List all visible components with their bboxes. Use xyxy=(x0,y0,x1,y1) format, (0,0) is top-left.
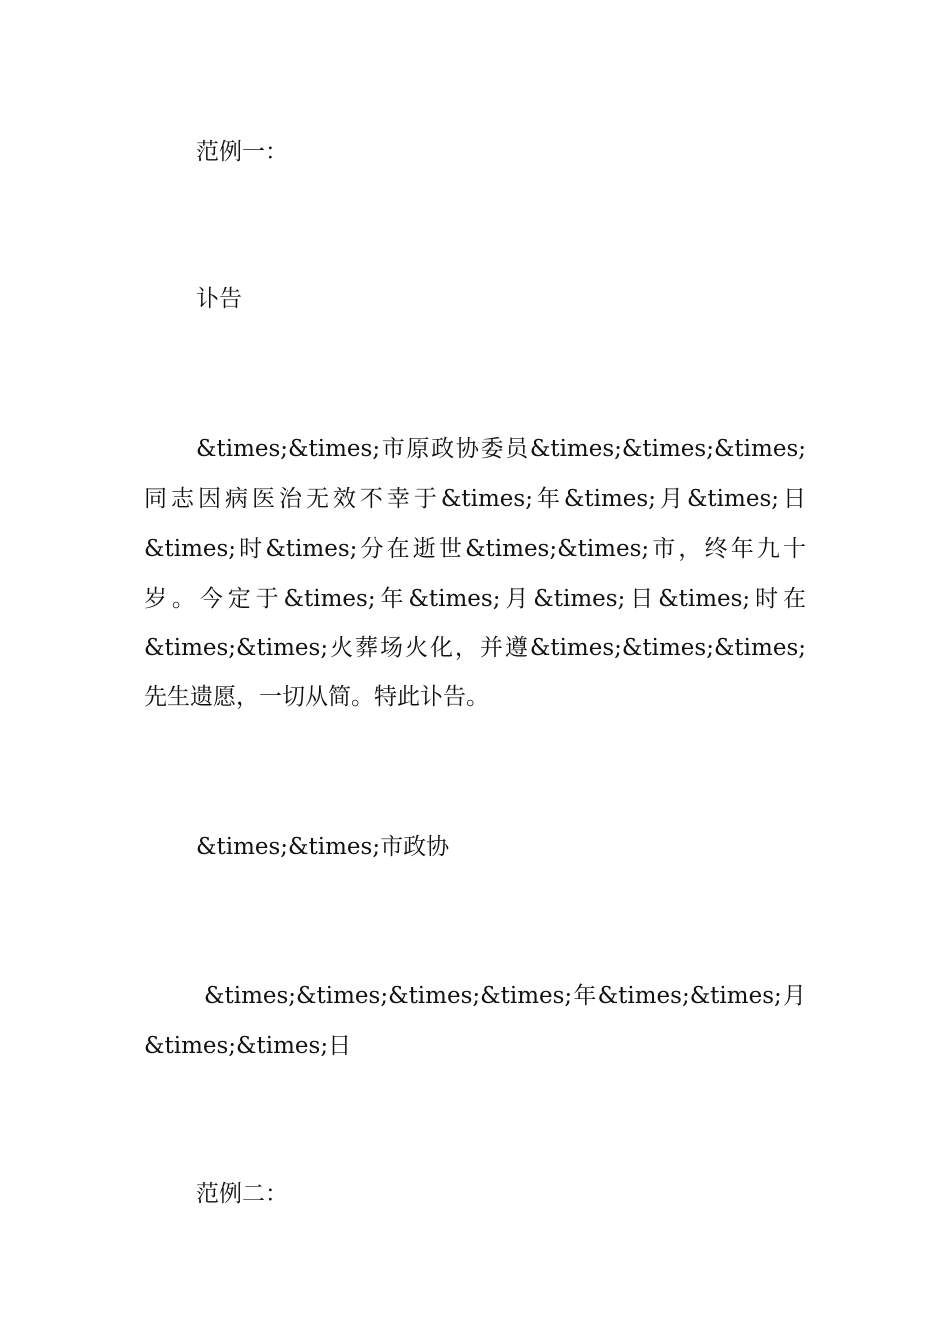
date-line: &times;&times;日 xyxy=(144,1033,352,1059)
paragraph-line: 岁。今定于&times;年&times;月&times;日&times;时在 xyxy=(144,586,806,612)
paragraph-line: 同志因病医治无效不幸于&times;年&times;月&times;日 xyxy=(144,486,806,512)
signature: &times;&times;市政协 xyxy=(196,834,450,860)
paragraph-line: &times;&times;市原政协委员&times;&times;&times; xyxy=(196,436,806,462)
paragraph-line: 先生遗愿，一切从简。特此讣告。 xyxy=(144,684,489,710)
notice-title: 讣告 xyxy=(196,286,242,312)
date-line: &times;&times;&times;&times;年&times;&times;月 xyxy=(204,983,806,1009)
example-two-heading: 范例二： xyxy=(196,1181,288,1207)
example-one-heading: 范例一： xyxy=(196,139,288,165)
paragraph-line: &times;时&times;分在逝世&times;&times;市，终年九十 xyxy=(144,536,806,562)
paragraph-line: &times;&times;火葬场火化，并遵&times;&times;&times; xyxy=(144,635,806,661)
